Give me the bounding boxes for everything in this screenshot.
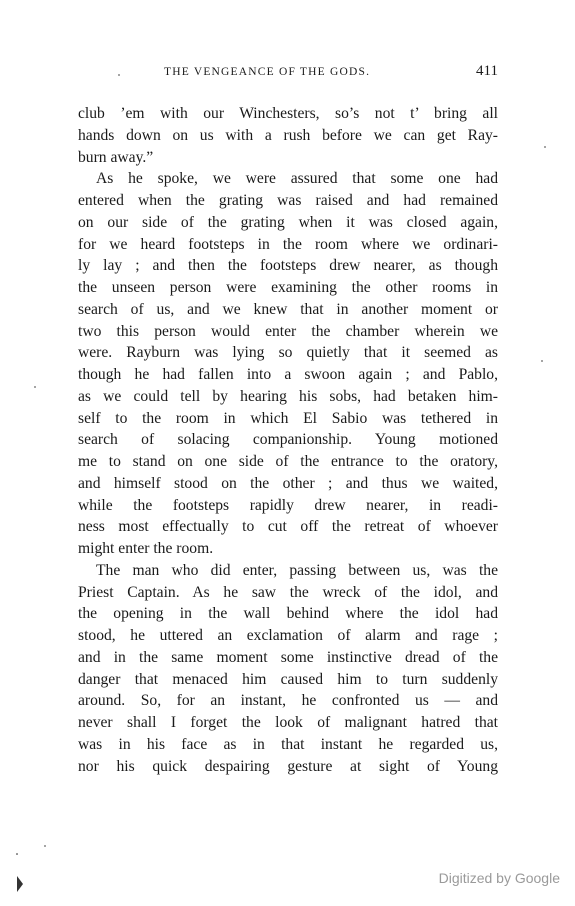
text-line: self to the room in which El Sabio was tethered in	[78, 409, 498, 427]
text-line: entered when the grating was raised and had remained	[78, 192, 498, 209]
page-number: 411	[476, 63, 498, 79]
text-line: ly lay ; and then the footsteps drew nearer, as though	[78, 257, 498, 275]
text-line: around. So, for an instant, he confronted us — and	[78, 692, 498, 710]
text-line: might enter the room.	[78, 540, 214, 557]
digitized-watermark: Digitized by Google	[438, 870, 560, 886]
text-line: on our side of the grating when it was closed again,	[78, 213, 498, 231]
page-edge-mark	[17, 876, 23, 892]
paper-speck	[118, 74, 120, 76]
paper-speck	[541, 360, 543, 362]
paper-speck	[544, 146, 546, 148]
text-line: for we heard footsteps in the room where we ordinari-	[78, 235, 498, 253]
paragraph	[78, 168, 498, 560]
paper-speck	[34, 386, 36, 388]
text-line: and himself stood on the other ; and thus we waited,	[78, 474, 498, 492]
text-line: search of us, and we knew that in another moment or	[78, 300, 498, 318]
text-line: danger that menaced him caused him to turn suddenly	[78, 670, 498, 688]
text-line: two this person would enter the chamber wherein we	[78, 322, 498, 340]
text-line: the unseen person were examining the other rooms in	[78, 279, 498, 296]
running-head	[78, 63, 498, 86]
text-line: nor his quick despairing gesture at sight of Young	[78, 757, 498, 775]
paragraph	[78, 103, 498, 168]
text-line: me to stand on one side of the entrance to the oratory,	[78, 453, 498, 470]
text-line: club ’em with our Winchesters, so’s not t’ bring all	[78, 105, 498, 122]
paper-speck	[44, 845, 46, 847]
text-line: as we could tell by hearing his sobs, had betaken him-	[78, 387, 498, 405]
text-line: while the footsteps rapidly drew nearer, in readi-	[78, 496, 498, 514]
text-line: stood, he uttered an exclamation of alarm and rage ;	[78, 627, 498, 644]
paper-speck	[16, 853, 18, 855]
text-line: the opening in the wall behind where the idol had	[78, 605, 498, 623]
text-line: and in the same moment some instinctive dread of the	[78, 648, 498, 666]
running-title: THE VENGEANCE OF THE GODS.	[164, 66, 371, 78]
text-line: search of solacing companionship. Young motioned	[78, 431, 498, 449]
text-line: ness most effectually to cut off the retreat of whoever	[78, 518, 498, 536]
text-line: though he had fallen into a swoon again ; and Pablo,	[78, 366, 498, 383]
text-line: As he spoke, we were assured that some one had	[96, 170, 498, 188]
paragraph	[78, 560, 498, 778]
text-line: was in his face as in that instant he regarded us,	[78, 735, 498, 753]
text-line: burn away.”	[78, 148, 154, 166]
text-line: were. Rayburn was lying so quietly that it seemed as	[78, 344, 498, 362]
text-line: Priest Captain. As he saw the wreck of the idol, and	[78, 583, 498, 601]
text-line: The man who did enter, passing between us, was the	[96, 561, 498, 579]
body-text	[78, 103, 498, 777]
text-line: never shall I forget the look of malignant hatred that	[78, 714, 498, 731]
text-line: hands down on us with a rush before we can get Ray-	[78, 126, 498, 144]
